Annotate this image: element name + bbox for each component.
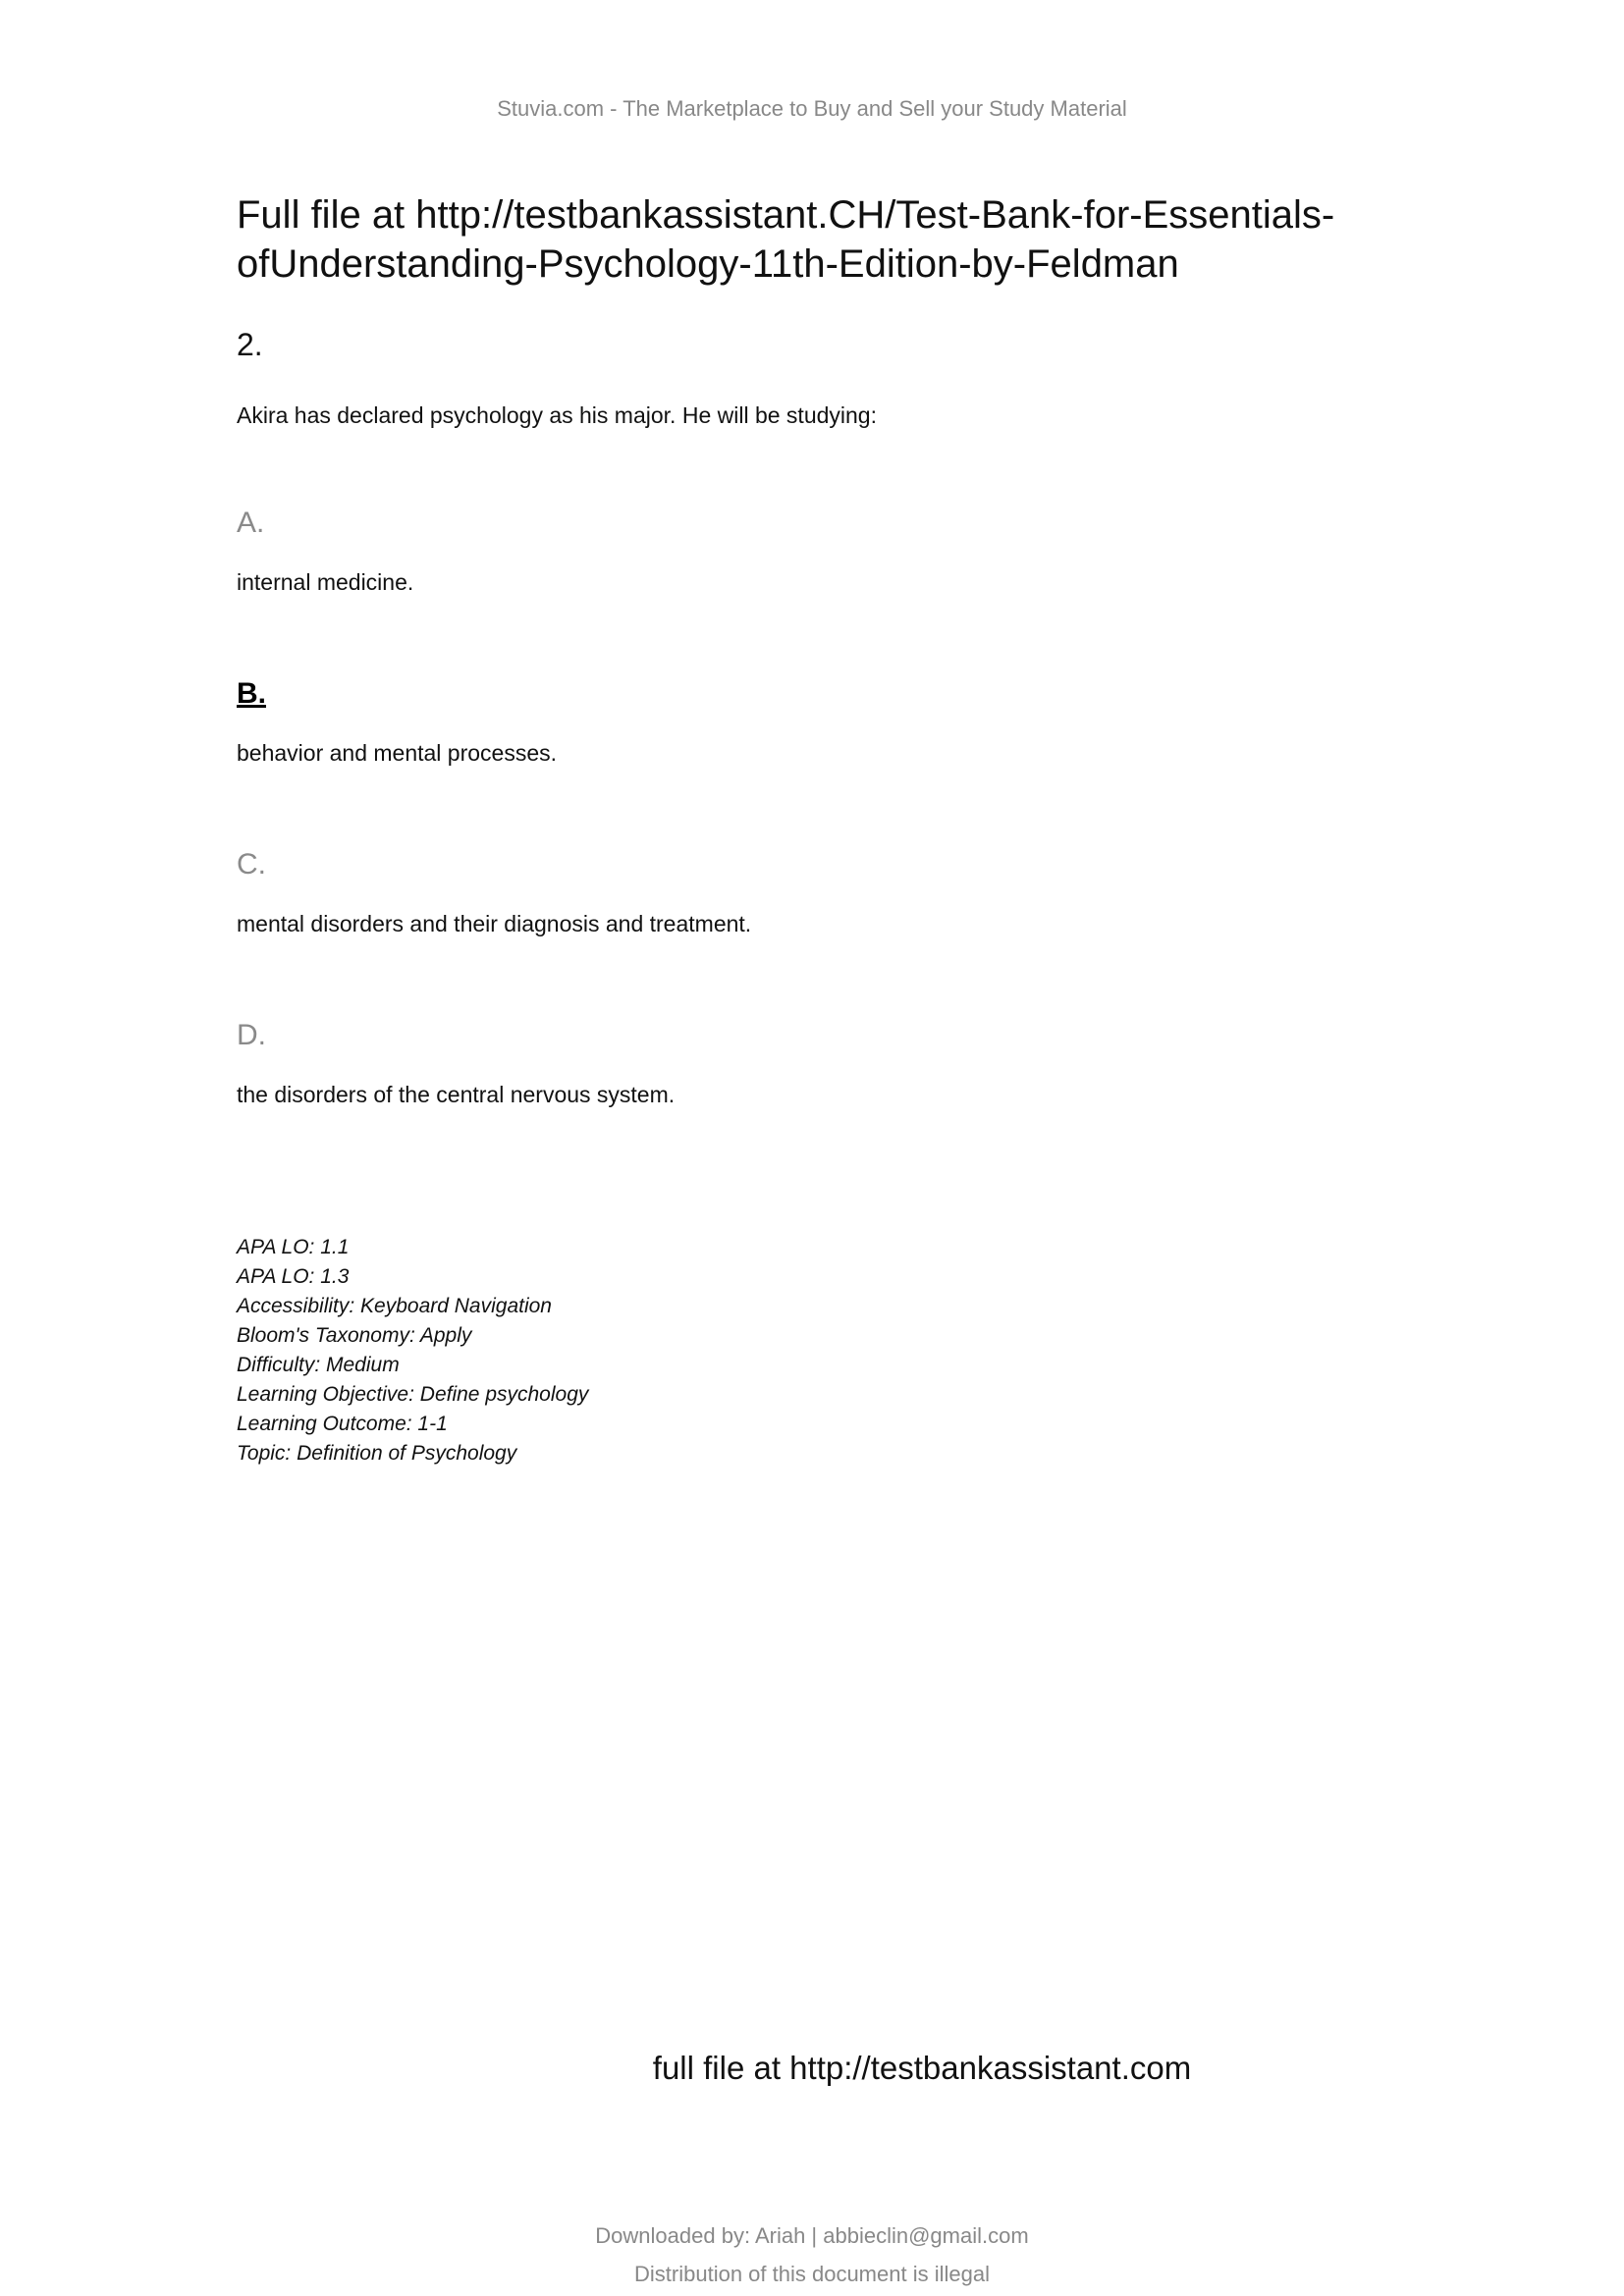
question-number: 2. — [237, 327, 263, 362]
question-text: Akira has declared psychology as his major. He will be studying: — [237, 402, 877, 428]
option-a-text: internal medicine. — [237, 569, 414, 595]
option-c-text: mental disorders and their diagnosis and treatment. — [237, 911, 752, 936]
question-metadata — [237, 1233, 1022, 1468]
full-file-link: full file at http://testbankassistant.com — [652, 2050, 1192, 2086]
downloaded-by: Downloaded by: Ariah | abbieclin@gmail.com — [595, 2223, 1029, 2248]
metadata-line: APA LO: 1.3 — [237, 1265, 350, 1288]
metadata-line: Learning Outcome: 1-1 — [237, 1413, 448, 1435]
metadata-line: Learning Objective: Define psychology — [237, 1383, 589, 1406]
title-line-1: Full file at http://testbankassistant.CH/Test-Bank-for-Essentials- — [237, 193, 1335, 237]
metadata-line: Bloom's Taxonomy: Apply — [237, 1324, 472, 1347]
option-d-text: the disorders of the central nervous system. — [237, 1082, 676, 1107]
metadata-line: APA LO: 1.1 — [237, 1236, 350, 1258]
option-c-letter: C. — [237, 848, 266, 881]
metadata-line: Difficulty: Medium — [237, 1354, 400, 1376]
option-d-letter: D. — [237, 1019, 266, 1051]
option-b-letter: B. — [237, 677, 266, 710]
option-a-letter: A. — [237, 507, 265, 539]
distribution-notice: Distribution of this document is illegal — [634, 2262, 990, 2286]
metadata-line: Topic: Definition of Psychology — [237, 1442, 517, 1465]
title-line-2: ofUnderstanding-Psychology-11th-Edition-by-Feldman — [237, 242, 1179, 286]
option-b-text: behavior and mental processes. — [237, 740, 558, 766]
stuvia-banner: Stuvia.com - The Marketplace to Buy and Sell your Study Material — [497, 96, 1127, 121]
metadata-line: Accessibility: Keyboard Navigation — [237, 1295, 552, 1317]
document-title — [237, 190, 1415, 289]
